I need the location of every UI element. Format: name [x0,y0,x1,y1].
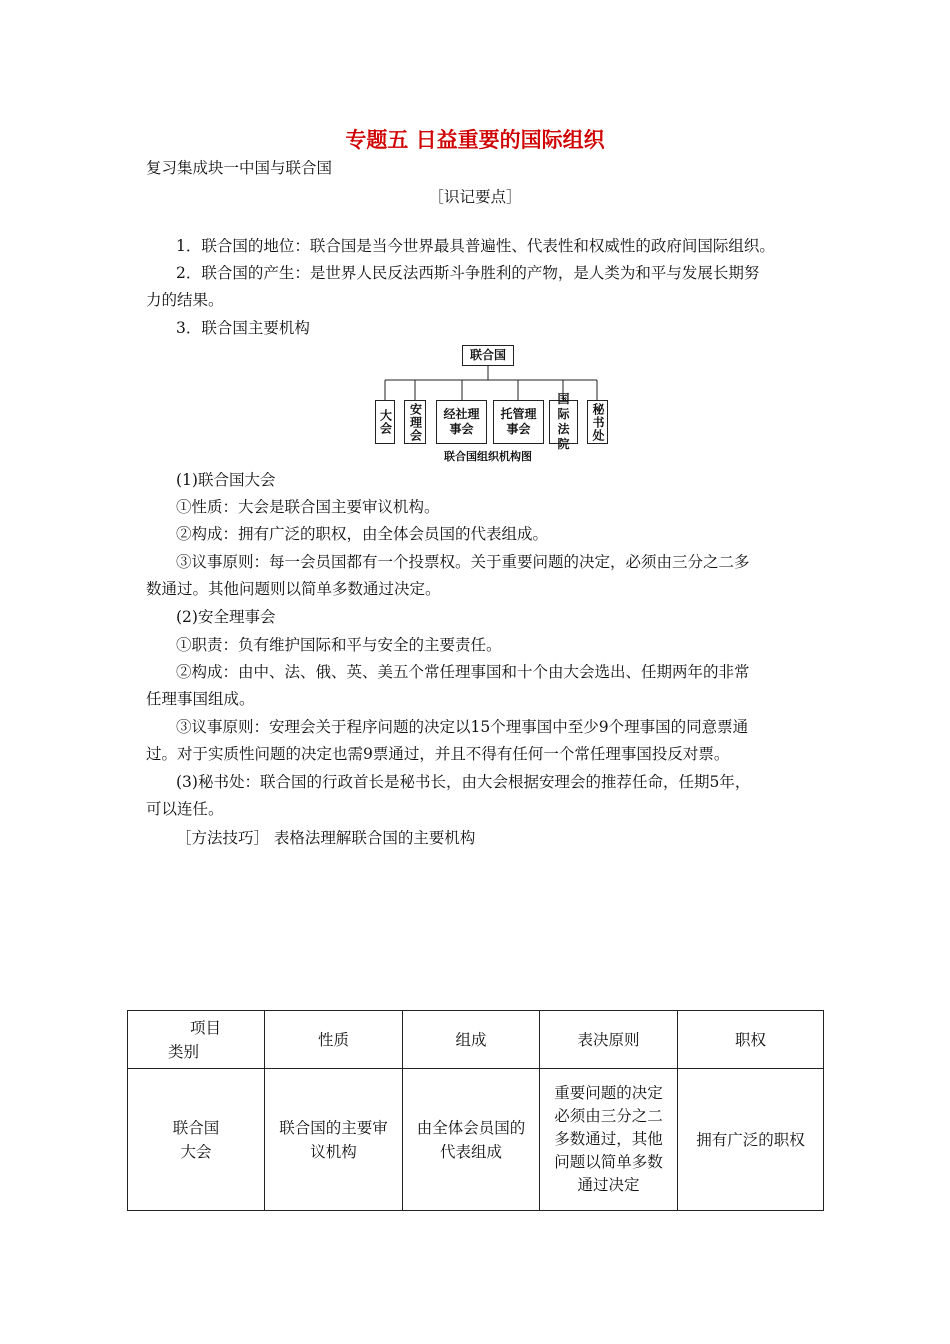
cell-line: 问题以简单多数 [554,1153,663,1171]
detail-line: (3)秘书处：联合国的行政首长是秘书长，由大会根据安理会的推荐任命，任期5年， [176,773,751,791]
detail-line: ②构成：拥有广泛的职权，由全体会员国的代表组成。 [176,525,549,543]
corner-bottom-label: 类别 [168,1042,200,1061]
cell-line: 必须由三分之二 [554,1107,663,1125]
org-root-box: 联合国 [462,345,514,366]
detail-line: ①性质：大会是联合国主要审议机构。 [176,498,440,516]
detail-line: ①职责：负有维护国际和平与安全的主要责任。 [176,636,502,654]
org-child-general-assembly [375,400,395,444]
org-child-label: 秘书处 [591,402,605,442]
org-child-label: 安理会 [408,402,423,442]
org-child-secretariat [587,400,608,444]
table-header-cell: 组成 [403,1011,540,1069]
cell-line: 联合国的主要审 [279,1118,388,1137]
key-points-label: ［识记要点］ [428,188,522,206]
cell-line: 代表组成 [439,1142,502,1161]
cell-line: 由全体会员国的 [416,1118,526,1137]
detail-line: 数通过。其他问题则以简单多数通过决定。 [146,580,441,598]
detail-line: 任理事国组成。 [146,690,255,708]
page-title: 专题五 日益重要的国际组织 [345,128,605,152]
org-chart-caption: 联合国组织机构图 [444,450,532,463]
detail-line: (2)安全理事会 [176,608,276,626]
method-tip-heading: ［方法技巧］ 表格法理解联合国的主要机构 [176,829,476,847]
paragraph: 3．联合国主要机构 [176,319,310,337]
table-cell-powers: 拥有广泛的职权 [678,1069,824,1211]
corner-top-label: 项目 [190,1018,222,1037]
cell-line: 重要问题的决定 [554,1084,663,1102]
table-cell-category [128,1069,265,1211]
detail-line: ③议事原则：安理会关于程序问题的决定以15个理事国中至少9个理事国的同意票通 [176,718,749,736]
org-child-label: 托管理事会 [500,407,537,436]
org-child-label: 经社理事会 [443,407,480,436]
cell-line: 联合国 [172,1118,220,1137]
detail-line: 过。对于实质性问题的决定也需9票通过，并且不得有任何一个常任理事国投反对票。 [146,745,730,763]
org-child-trusteeship [493,400,544,444]
table-cell-voting [540,1069,678,1211]
detail-line: ②构成：由中、法、俄、英、美五个常任理事国和十个由大会选出、任期两年的非常 [176,663,750,681]
org-child-icj [549,392,578,451]
table-header-cell: 职权 [678,1011,824,1069]
table-corner-cell [128,1011,265,1069]
org-chart-lines [0,0,950,460]
paragraph: 力的结果。 [146,291,224,309]
paragraph: 2．联合国的产生：是世界人民反法西斯斗争胜利的产物，是人类为和平与发展长期努 [176,264,760,282]
org-child-label: 大会 [378,409,393,435]
cell-line: 通过决定 [577,1176,640,1194]
table-header-row [128,1011,824,1069]
cell-line: 多数通过，其他 [554,1130,663,1148]
cell-line: 大会 [180,1142,212,1161]
table-header-cell: 表决原则 [540,1011,678,1069]
org-child-security-council [404,400,426,444]
table-cell-composition [403,1069,540,1211]
table-row [128,1069,824,1211]
cell-line: 议机构 [310,1142,357,1161]
table-header-cell: 性质 [265,1011,403,1069]
detail-line: 可以连任。 [146,800,224,818]
table-cell-nature [265,1069,403,1211]
org-child-ecosoc [436,400,487,444]
un-organs-table [127,1010,824,1211]
paragraph: 1．联合国的地位：联合国是当今世界最具普遍性、代表性和权威性的政府间国际组织。 [176,237,775,255]
detail-line: (1)联合国大会 [176,471,276,489]
section-heading: 复习集成块一中国与联合国 [146,159,333,177]
org-child-label: 国际法院 [557,392,570,451]
detail-line: ③议事原则：每一会员国都有一个投票权。关于重要问题的决定，必须由三分之二多 [176,553,750,571]
